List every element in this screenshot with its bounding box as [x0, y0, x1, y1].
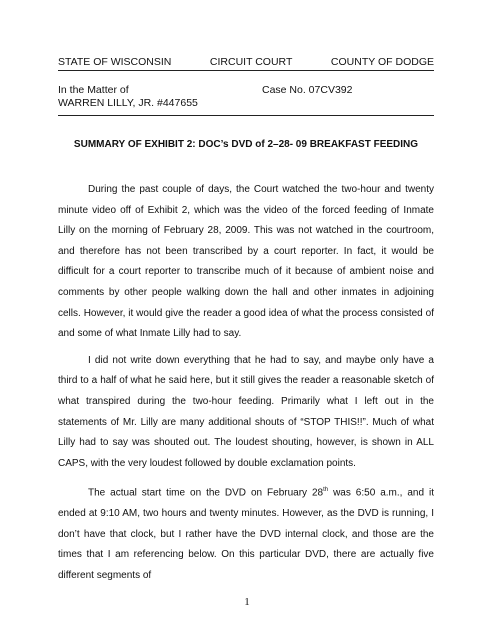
caption-divider — [58, 115, 434, 116]
paragraph-3-start: The actual start time on the DVD on February 28 — [88, 487, 324, 499]
caption-court: CIRCUIT COURT — [209, 56, 293, 68]
ordinal-suffix: th — [323, 487, 329, 494]
paragraph-1: During the past couple of days, the Court watched the two-hour and twenty minute video off of Exhibit 2, which was the video of the forced feeding of Inmate Lilly on the morning of February 28, 2009. This was not watched in the courtroom, and therefore has not been transcribed by a court reporter. In fact, it would be difficult for a court reporter to transcribe much of it because of ambient noise and comments by other people walking down the hall and other inmates in adjoining cells. However, it would give the reader a good idea of what the process consisted of and some of what Inmate Lilly had to say. — [58, 184, 434, 340]
court-caption — [58, 56, 434, 71]
caption-county: COUNTY OF DODGE — [330, 56, 434, 68]
matter-block — [58, 84, 198, 110]
caption-state: STATE OF WISCONSIN — [58, 56, 172, 68]
paragraph-3 — [58, 480, 434, 586]
matter-party: WARREN LILLY, JR. #447655 — [58, 97, 198, 109]
page-number: 1 — [244, 596, 250, 608]
document-title: SUMMARY OF EXHIBIT 2: DOC’s DVD of 2–28- 09 BREAKFAST FEEDING — [73, 139, 419, 150]
paragraph-3-rest: was 6:50 a.m., and it ended at 9:10 AM, two hours and twenty minutes. However, as the DVD is running, I don’t have that clock, but I rather have the DVD internal clock, and those are the times that I am referencing below. On this particular DVD, there are actually five different segments of — [58, 487, 434, 582]
matter-line-1: In the Matter of — [58, 84, 129, 96]
document-body — [58, 180, 434, 593]
paragraph-2: I did not write down everything that he had to say, and maybe only have a third to a half of what he said here, but it still gives the reader a reasonable sketch of what transpired during the two-hour feeding. Primarily what I left out in the statements of Mr. Lilly are many additional shouts of “STOP THIS!!”. Much of what Lilly had to say was shouted out. The loudest shouting, however, is shown in ALL CAPS, with the very loudest followed by double exclamation points. — [58, 354, 434, 469]
case-number: Case No. 07CV392 — [262, 84, 353, 96]
